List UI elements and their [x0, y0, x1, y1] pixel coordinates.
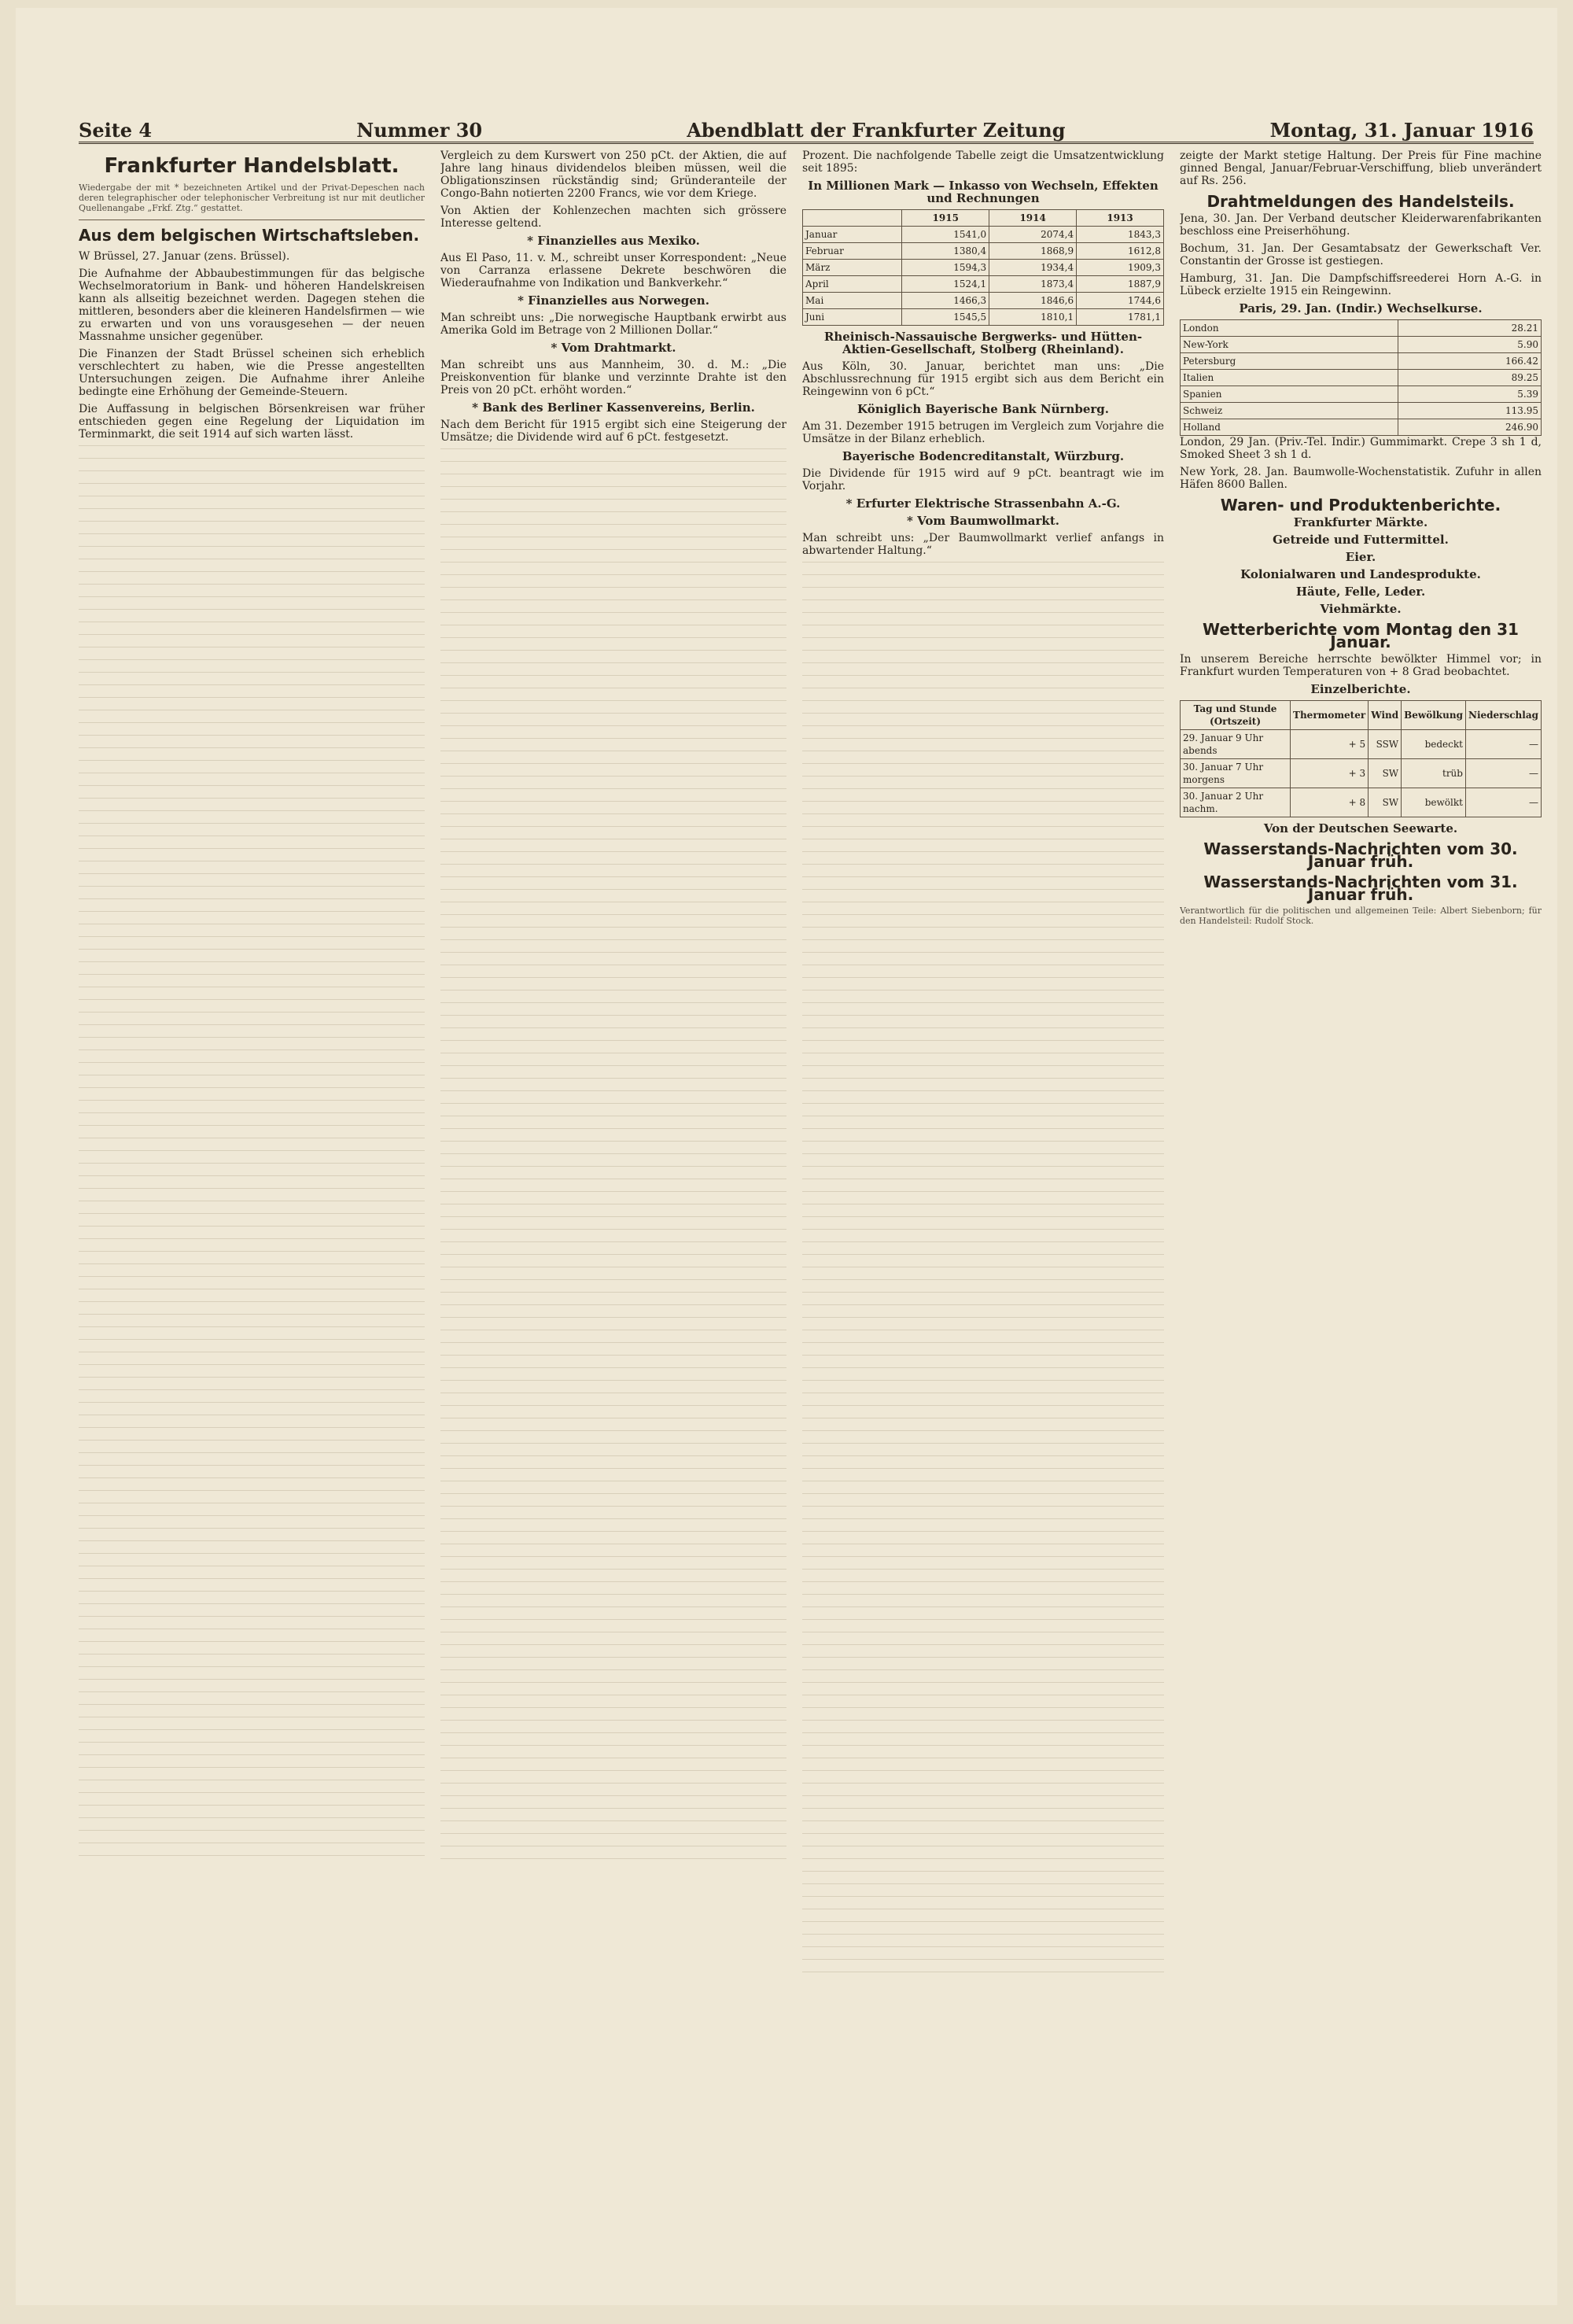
table-header: Bewölkung: [1402, 701, 1466, 730]
table-cell: SW: [1369, 759, 1402, 788]
table-row: [1181, 370, 1542, 386]
table-cell: 1744,6: [1077, 293, 1164, 309]
eier-heading: Eier.: [1345, 550, 1376, 564]
table-cell: 30. Januar 2 Uhr nachm.: [1181, 788, 1291, 817]
table-cell: 246.90: [1398, 419, 1541, 436]
table-header: Niederschlag: [1465, 701, 1541, 730]
text-lines-placeholder: [79, 445, 425, 1861]
subheading-boden: Bayerische Bodencreditanstalt, Würzburg.: [842, 449, 1125, 463]
table-cell: 5.39: [1398, 386, 1541, 403]
wetter-heading: Wetterberichte vom Montag den 31 Januar.: [1203, 620, 1519, 651]
table-cell: SSW: [1369, 730, 1402, 759]
table-cell: —: [1465, 759, 1541, 788]
table-header: Thermometer: [1291, 701, 1369, 730]
table-cell: + 8: [1291, 788, 1369, 817]
inkasso-table-heading: In Millionen Mark — Inkasso von Wechseln, Effekten und Rechnungen: [808, 179, 1159, 205]
table-row: [803, 276, 1164, 293]
table-cell: 113.95: [1398, 403, 1541, 419]
article-paragraph: Die Dividende für 1915 wird auf 9 pCt. beantragt wie im Vorjahr.: [802, 467, 1164, 492]
article-paragraph: Aus El Paso, 11. v. M., schreibt unser Korrespondent: „Neue von Carranza erlassene Dekrete beschwören die Wiederaufnahme von Indikation und Bankverkehr.“: [440, 252, 786, 290]
news-item: London, 29 Jan. (Priv.-Tel. Indir.) Gummimarkt. Crepe 3 sh 1 d, Smoked Sheet 3 sh 1 d.: [1180, 436, 1542, 461]
table-cell: 1612,8: [1077, 243, 1164, 260]
issue-number-label: Nummer 30: [356, 119, 483, 142]
table-row: [803, 243, 1164, 260]
table-cell: bewölkt: [1402, 788, 1466, 817]
table-cell: April: [803, 276, 902, 293]
frankfurt-markets-heading: Frankfurter Märkte.: [1293, 515, 1428, 529]
seewarte-heading: Von der Deutschen Seewarte.: [1263, 821, 1458, 836]
table-cell: trüb: [1402, 759, 1466, 788]
column-3: [802, 149, 1164, 2274]
table-cell: März: [803, 260, 902, 276]
haeute-heading: Häute, Felle, Leder.: [1295, 585, 1426, 599]
table-cell: London: [1181, 320, 1398, 337]
table-header-year: 1914: [989, 210, 1077, 227]
subheading-rhein: Rheinisch-Nassauische Bergwerks- und Hütten-Aktien-Gesellschaft, Stolberg (Rheinland).: [823, 330, 1143, 356]
table-row: [1181, 730, 1542, 759]
table-row: [1181, 419, 1542, 436]
text-lines-placeholder: [802, 562, 1164, 1978]
news-item: New York, 28. Jan. Baumwolle-Wochenstatistik. Zufuhr in allen Häfen 8600 Ballen.: [1180, 466, 1542, 491]
table-row: [803, 227, 1164, 243]
table-cell: 5.90: [1398, 337, 1541, 353]
article-paragraph: zeigte der Markt stetige Haltung. Der Preis für Fine machine ginned Bengal, Januar/Februar-Verschiffung, blieb unverändert auf Rs. 256.: [1180, 149, 1542, 187]
news-item: Bochum, 31. Jan. Der Gesamtabsatz der Gewerkschaft Ver. Constantin der Grosse ist gestiegen.: [1180, 242, 1542, 267]
reprint-note: Wiedergabe der mit * bezeichneten Artikel und der Privat-Depeschen nach deren telegraphischer oder telephonischer Verbreitung ist nur mit deutlicher Quellenangabe „Frkf. Ztg.“ gestattet.: [79, 183, 425, 213]
dateline: W Brüssel, 27. Januar (zens. Brüssel).: [79, 250, 290, 263]
article-paragraph: In unserem Bereiche herrschte bewölkter Himmel vor; in Frankfurt wurden Temperaturen von + 8 Grad beobachtet.: [1180, 653, 1542, 678]
page-header: [79, 110, 1534, 144]
table-cell: Spanien: [1181, 386, 1398, 403]
article-paragraph: Die Finanzen der Stadt Brüssel scheinen sich erheblich verschlechtert zu haben, wie die Presse angestellten Untersuchungen zeigen. Die Aufnahme ihrer Anleihe bedingte eine Erhöhung der Gemeinde-Steuern.: [79, 348, 425, 398]
column-1: [79, 149, 425, 2274]
table-row: [1181, 759, 1542, 788]
table-header: Tag und Stunde (Ortszeit): [1181, 701, 1291, 730]
table-cell: 1843,3: [1077, 227, 1164, 243]
table-cell: 1380,4: [902, 243, 989, 260]
article-paragraph: Die Auffassung in belgischen Börsenkreisen war früher entschieden gegen eine Regelung der Liquidation im Terminmarkt, die seit 1914 auf sich warten lässt.: [79, 403, 425, 441]
table-row: [1181, 788, 1542, 817]
drahtmeldungen-heading: Drahtmeldungen des Handelsteils.: [1206, 192, 1515, 211]
subheading-strassenbahn: * Erfurter Elektrische Strassenbahn A.-G.: [845, 496, 1121, 511]
table-cell: + 5: [1291, 730, 1369, 759]
page-number-label: Seite 4: [79, 119, 153, 142]
table-cell: 1934,4: [989, 260, 1077, 276]
subheading-baumwolle: * Vom Baumwollmarkt.: [907, 514, 1059, 528]
table-cell: Italien: [1181, 370, 1398, 386]
table-cell: Februar: [803, 243, 902, 260]
wasserstand-heading-2: Wasserstands-Nachrichten vom 31. Januar früh.: [1203, 872, 1518, 904]
table-header-year: 1915: [902, 210, 989, 227]
table-cell: 1781,1: [1077, 309, 1164, 326]
article-paragraph: Prozent. Die nachfolgende Tabelle zeigt die Umsatzentwicklung seit 1895:: [802, 149, 1164, 175]
table-cell: Mai: [803, 293, 902, 309]
table-cell: bedeckt: [1402, 730, 1466, 759]
table-row: [1181, 353, 1542, 370]
kolonial-heading: Kolonialwaren und Landesprodukte.: [1240, 567, 1481, 581]
table-cell: + 3: [1291, 759, 1369, 788]
table-cell: 30. Januar 7 Uhr morgens: [1181, 759, 1291, 788]
einzelberichte-heading: Einzelberichte.: [1310, 682, 1411, 696]
newspaper-page: [16, 8, 1557, 2305]
table-cell: 89.25: [1398, 370, 1541, 386]
table-row: [1181, 386, 1542, 403]
table-cell: 28.21: [1398, 320, 1541, 337]
table-header-month: [803, 210, 902, 227]
table-cell: Juni: [803, 309, 902, 326]
subheading-bank: * Bank des Berliner Kassenvereins, Berlin.: [472, 400, 755, 415]
article-paragraph: Am 31. Dezember 1915 betrugen im Vergleich zum Vorjahre die Umsätze in der Bilanz erheblich.: [802, 420, 1164, 445]
article-paragraph: Von Aktien der Kohlenzechen machten sich grössere Interesse geltend.: [440, 205, 786, 230]
column-4: [1180, 149, 1542, 2274]
table-cell: 1524,1: [902, 276, 989, 293]
inkasso-table: [802, 209, 1164, 326]
article-paragraph: Man schreibt uns: „Die norwegische Hauptbank erwirbt aus Amerika Gold im Betrage von 2 Millionen Dollar.“: [440, 312, 786, 337]
text-lines-placeholder: [440, 448, 786, 1865]
table-row: [1181, 403, 1542, 419]
article-heading: Aus dem belgischen Wirtschaftsleben.: [79, 226, 420, 245]
table-header-year: 1913: [1077, 210, 1164, 227]
table-cell: 1909,3: [1077, 260, 1164, 276]
issue-date: Montag, 31. Januar 1916: [1269, 119, 1534, 142]
table-row: [803, 260, 1164, 276]
article-paragraph: Man schreibt uns aus Mannheim, 30. d. M.: „Die Preiskonvention für blanke und verzinnte Drahte ist den Preis von 20 pCt. erhöht worden.“: [440, 359, 786, 397]
table-row: [803, 309, 1164, 326]
vieh-heading: Viehmärkte.: [1320, 602, 1402, 616]
article-paragraph: Man schreibt uns: „Der Baumwollmarkt verlief anfangs in abwartender Haltung.“: [802, 532, 1164, 557]
table-cell: 1466,3: [902, 293, 989, 309]
subheading-bayern: Königlich Bayerische Bank Nürnberg.: [857, 402, 1109, 416]
table-cell: 1545,5: [902, 309, 989, 326]
wasserstand-heading: Wasserstands-Nachrichten vom 30. Januar früh.: [1203, 839, 1518, 871]
subheading-mexiko: * Finanzielles aus Mexiko.: [527, 234, 700, 248]
news-item: Jena, 30. Jan. Der Verband deutscher Kleiderwarenfabrikanten beschloss eine Preiserhöhung.: [1180, 212, 1542, 238]
newspaper-title: Abendblatt der Frankfurter Zeitung: [687, 119, 1066, 142]
table-row: [1181, 320, 1542, 337]
table-cell: Petersburg: [1181, 353, 1398, 370]
table-cell: 1846,6: [989, 293, 1077, 309]
table-cell: New-York: [1181, 337, 1398, 353]
table-cell: SW: [1369, 788, 1402, 817]
table-cell: 1868,9: [989, 243, 1077, 260]
article-paragraph: Nach dem Bericht für 1915 ergibt sich eine Steigerung der Umsätze; die Dividende wird auf 6 pCt. festgesetzt.: [440, 419, 786, 444]
table-row: [1181, 337, 1542, 353]
table-cell: 166.42: [1398, 353, 1541, 370]
divider: [79, 219, 425, 220]
table-cell: 1541,0: [902, 227, 989, 243]
article-paragraph: Aus Köln, 30. Januar, berichtet man uns: „Die Abschlussrechnung für 1915 ergibt sich aus dem Bericht ein Reingewinn von 6 pCt.“: [802, 360, 1164, 398]
waren-heading: Waren- und Produktenberichte.: [1220, 496, 1501, 515]
paris-exchange-heading: Paris, 29. Jan. (Indir.) Wechselkurse.: [1239, 301, 1483, 315]
table-cell: Januar: [803, 227, 902, 243]
table-cell: 1810,1: [989, 309, 1077, 326]
table-cell: 1887,9: [1077, 276, 1164, 293]
table-cell: 29. Januar 9 Uhr abends: [1181, 730, 1291, 759]
paris-exchange-table: [1180, 319, 1542, 436]
subheading-norwegen: * Finanzielles aus Norwegen.: [518, 293, 709, 308]
subheading-drahtmarkt: * Vom Drahtmarkt.: [551, 341, 676, 355]
table-cell: Holland: [1181, 419, 1398, 436]
getreide-heading: Getreide und Futtermittel.: [1273, 533, 1449, 547]
table-cell: 2074,4: [989, 227, 1077, 243]
editor-note: Verantwortlich für die politischen und allgemeinen Teile: Albert Siebenborn; für den Handelsteil: Rudolf Stock.: [1180, 906, 1542, 926]
table-row: [803, 293, 1164, 309]
weather-table: [1180, 700, 1542, 817]
table-cell: —: [1465, 788, 1541, 817]
article-paragraph: Die Aufnahme der Abbaubestimmungen für das belgische Wechselmoratorium in Bank- und höheren Handelskreisen kann als allseitig bezeichnet werden. Dagegen stehen die mittleren, besonders aber die kleineren Handelsfirmen — wie zu erwarten und von uns vorausgesehen — der neuen Massnahme unsicher gegenüber.: [79, 267, 425, 343]
table-cell: Schweiz: [1181, 403, 1398, 419]
news-item: Hamburg, 31. Jan. Die Dampfschiffsreederei Horn A.-G. in Lübeck erzielte 1915 ein Reingewinn.: [1180, 272, 1542, 297]
table-cell: 1594,3: [902, 260, 989, 276]
table-cell: —: [1465, 730, 1541, 759]
section-title-frankfurter-handelsblatt: Frankfurter Handelsblatt.: [104, 154, 400, 178]
column-2: [440, 149, 786, 2274]
article-paragraph: Vergleich zu dem Kurswert von 250 pCt. der Aktien, die auf Jahre lang hinaus dividendelos bleiben müssen, weil die Obligationszinsen rückständig sind; Gründeranteile der Congo-Bahn notierten 2200 Francs, wie vor dem Kriege.: [440, 149, 786, 200]
table-header: Wind: [1369, 701, 1402, 730]
table-cell: 1873,4: [989, 276, 1077, 293]
